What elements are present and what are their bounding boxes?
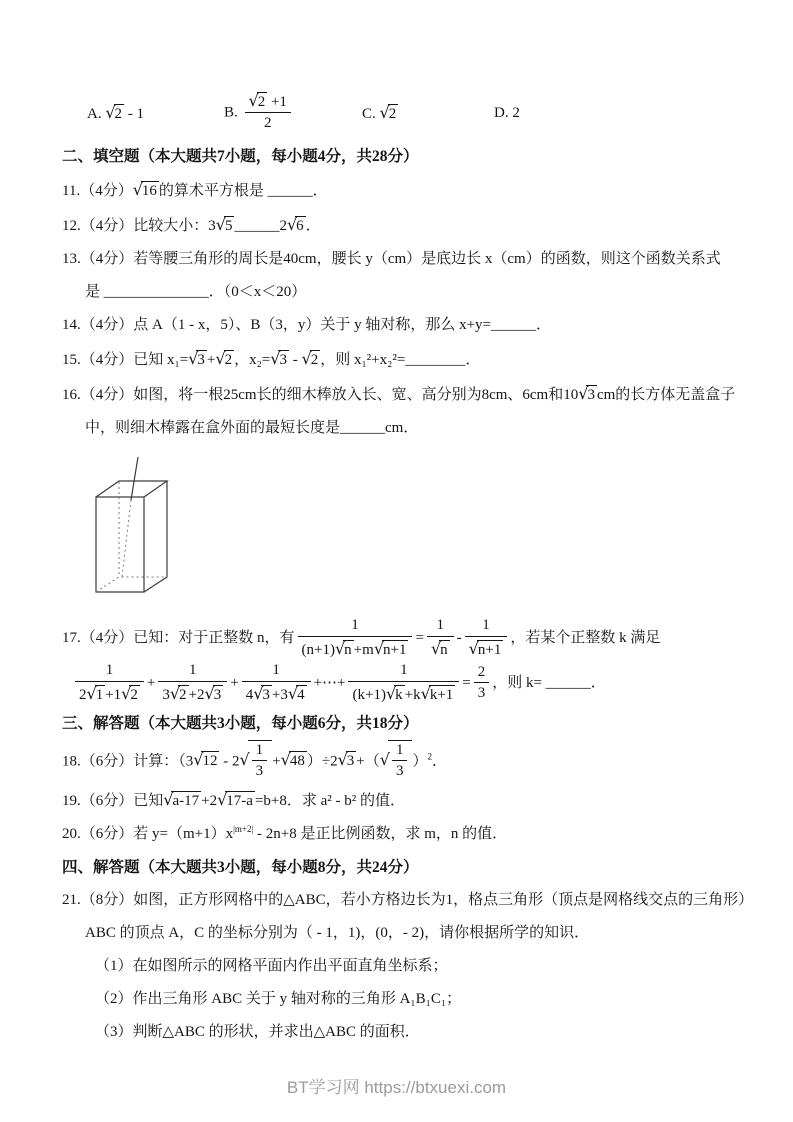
- question-14: [62, 309, 747, 342]
- answer-blank: ______: [267, 183, 313, 199]
- text-segment: ．: [431, 753, 447, 770]
- text-segment: ．: [536, 317, 552, 333]
- radical-sign: √: [204, 683, 215, 703]
- radical-sign: √: [578, 384, 589, 403]
- fraction: [474, 663, 490, 705]
- question-13-line-1: 13.（4分）若等腰三角形的周长是40cm，腰长 y（cm）是底边长 x（cm）的函数，则这个函数关系式: [62, 251, 721, 267]
- radicand: 2: [310, 352, 319, 368]
- sqrt-expression: [469, 637, 504, 662]
- question-17-line-2: [62, 661, 747, 706]
- site-watermark: BT学习网 https://btxuexi.com: [286, 1078, 507, 1097]
- text-segment: +: [230, 675, 239, 692]
- text-segment: +2: [201, 792, 218, 809]
- fraction: [252, 741, 268, 783]
- question-21-line-2: ABC 的顶点 A，C 的坐标分别为（ - 1，1)，(0，- 2)，请你根据所学的知识．: [85, 924, 590, 941]
- text-segment: +: [272, 753, 281, 770]
- sqrt-expression: [380, 740, 413, 783]
- sqrt-expression: [380, 103, 399, 124]
- text-segment: =: [415, 630, 424, 647]
- numerator: [245, 91, 291, 113]
- text-segment: 17.（4分）已知：对于正整数 n，有: [62, 630, 295, 647]
- text-segment: 19.（6分）已知: [62, 792, 164, 809]
- option-c-label: C.: [362, 105, 380, 122]
- option-c: [362, 103, 494, 124]
- text-segment: ，则 x₁²+x₂²=: [320, 352, 406, 368]
- text-segment: +k: [404, 686, 421, 703]
- fraction: [465, 616, 508, 661]
- fraction: [392, 741, 408, 783]
- sqrt-expression: [121, 682, 140, 707]
- answer-blank: ________: [405, 352, 466, 368]
- fraction: [298, 616, 413, 661]
- text-segment: 18.（6分）计算：（3: [62, 753, 194, 770]
- denominator: 3: [252, 760, 268, 783]
- radical-sign: √: [248, 90, 259, 110]
- radical-sign: √: [468, 638, 479, 658]
- radical-sign: √: [105, 102, 116, 122]
- radicand: 2: [257, 93, 266, 110]
- radicand: 2: [114, 105, 123, 122]
- radical-sign: √: [334, 638, 346, 658]
- text-segment: 14.（4分）点 A（1 - x，5）、B（3，y）关于 y 轴对称，那么 x+y=: [62, 317, 492, 333]
- question-18: [62, 740, 747, 783]
- fraction: [242, 661, 311, 706]
- option-a-label: A.: [87, 105, 106, 122]
- answer-blank: ______: [491, 317, 537, 333]
- sqrt-expression: [270, 342, 289, 377]
- sqrt-expression: [188, 342, 207, 377]
- radicand: n: [344, 641, 352, 658]
- radicand: a-17: [172, 792, 200, 809]
- option-a: [87, 103, 224, 124]
- paper-content: [62, 86, 754, 1049]
- answer-blank: ______: [234, 218, 280, 234]
- radicand: 2: [179, 686, 187, 703]
- numerator: 1: [105, 662, 114, 679]
- question-15: [62, 342, 747, 377]
- option-a-tail: - 1: [127, 105, 145, 122]
- radical-sign: √: [301, 349, 312, 368]
- text-segment: 16.（4分）如图，将一根25cm长的细木棒放入长、宽、高分别为8cm、6cm和10: [62, 387, 579, 403]
- text-segment: - 2n+8 是正比例函数，求 m，n 的值．: [253, 825, 508, 842]
- question-21-item-1: （1）在如图所示的网格平面内作出平面直角坐标系；: [95, 957, 448, 974]
- question-16-line-1: [62, 377, 747, 412]
- fraction: [245, 91, 291, 135]
- denominator: [465, 636, 508, 662]
- text-segment: ，若某个正整数 k 满足: [510, 630, 661, 647]
- text-segment: (n+1): [301, 641, 335, 658]
- radical-sign: √: [121, 683, 132, 703]
- radical-sign: √: [132, 180, 143, 199]
- denominator: 2: [245, 112, 291, 135]
- denominator: 3: [474, 682, 490, 705]
- numerator: 1: [395, 741, 404, 758]
- box-figure: [86, 451, 747, 608]
- radicand: [388, 740, 413, 783]
- answer-options-row: [62, 86, 747, 140]
- radical-sign: √: [337, 750, 348, 770]
- text-segment: -: [288, 352, 302, 368]
- option-b-label: B.: [224, 104, 242, 121]
- text-segment: 3: [162, 686, 170, 703]
- radical-sign: √: [379, 102, 390, 122]
- sqrt-expression: [288, 682, 307, 707]
- radicand: 4: [297, 686, 305, 703]
- text-segment: ．: [305, 218, 321, 234]
- text-segment: 2: [79, 686, 87, 703]
- radicand: 12: [202, 753, 218, 770]
- text-segment: 15.（4分）已知 x₁=: [62, 352, 189, 368]
- sqrt-expression: [578, 377, 597, 412]
- radicand: 1: [95, 686, 104, 703]
- radicand: 3: [279, 352, 287, 368]
- denominator: [242, 681, 311, 707]
- numerator: 1: [272, 662, 280, 679]
- question-20: [62, 818, 747, 851]
- sqrt-expression: [335, 637, 354, 662]
- radicand: 16: [141, 183, 157, 199]
- numerator-tail: +1: [267, 93, 287, 110]
- sqrt-expression: [281, 743, 307, 778]
- radicand: 2: [388, 105, 397, 122]
- sqrt-expression: [301, 342, 320, 377]
- numerator: 2: [477, 663, 486, 680]
- text-segment: +: [146, 675, 156, 692]
- sqrt-expression: [205, 682, 224, 707]
- radicand: 3: [213, 686, 222, 703]
- radical-sign: √: [287, 683, 299, 703]
- sqrt-expression: [239, 740, 272, 783]
- radicand: 48: [289, 753, 305, 770]
- radical-sign: √: [373, 638, 385, 658]
- radical-sign: √: [270, 349, 281, 368]
- radicand: n: [440, 641, 448, 658]
- exponent: |m+2|: [233, 823, 254, 834]
- numerator: 1: [255, 741, 264, 758]
- numerator: 1: [436, 617, 445, 633]
- sqrt-expression: [249, 91, 268, 113]
- sqrt-expression: [170, 682, 189, 707]
- numerator: 1: [400, 662, 408, 679]
- text-segment: ．: [465, 352, 481, 368]
- radicand: n+1: [477, 641, 502, 658]
- question-21-item-2: （2）作出三角形 ABC 关于 y 轴对称的三角形 A₁B₁C₁；: [95, 990, 462, 1007]
- radical-sign: √: [430, 638, 442, 658]
- radicand: [248, 740, 273, 783]
- text-segment: =b+8．求 a² - b² 的值．: [254, 792, 406, 809]
- text-segment: +3: [271, 686, 288, 703]
- section-2-heading: 二、填空题（本大题共7小题，每小题4分，共28分）: [62, 148, 419, 165]
- option-d: [494, 105, 520, 122]
- sqrt-expression: [253, 682, 272, 707]
- radical-sign: √: [286, 215, 298, 234]
- fraction: [158, 661, 227, 706]
- text-segment: ）÷2: [306, 753, 338, 770]
- text-segment: +2: [188, 686, 205, 703]
- question-16-line-2: 中，则细木棒露在盒外面的最短长度是______cm．: [85, 420, 419, 436]
- radicand: 3: [587, 387, 595, 403]
- sqrt-expression: [217, 783, 255, 818]
- radical-sign: √: [385, 683, 397, 703]
- text-segment: 4: [245, 686, 254, 703]
- text-segment: 20.（6分）若 y=（m+1）x: [62, 825, 234, 842]
- text-segment: - 2: [219, 753, 240, 770]
- question-21-line-1: 21.（8分）如图，正方形网格中的△ABC，若小方格边长为1，格点三角形（顶点是网格线交点的三角形）: [62, 891, 754, 908]
- sqrt-expression: [163, 783, 201, 818]
- question-13-line-2: 是 ______________．（0＜x＜20）: [85, 284, 307, 300]
- radical-sign: √: [217, 789, 228, 809]
- sqrt-expression: [193, 743, 219, 778]
- text-segment: 12.（4分）比较大小：3: [62, 218, 216, 234]
- text-segment: 11.（4分）: [62, 183, 133, 199]
- text-segment: ，x₂=: [234, 352, 271, 368]
- sqrt-expression: [133, 173, 159, 208]
- text-segment: =: [462, 675, 471, 692]
- radical-sign: √: [188, 349, 199, 368]
- open-box-with-stick-illustration: [86, 451, 206, 603]
- denominator: [427, 636, 454, 662]
- radical-sign: √: [193, 750, 204, 770]
- text-segment: (k+1): [352, 686, 386, 703]
- fraction: [348, 661, 459, 706]
- radicand: 2: [224, 352, 233, 368]
- text-segment: ，则 k= ______．: [492, 675, 606, 692]
- radicand: 3: [346, 753, 355, 770]
- radical-sign: √: [86, 683, 97, 703]
- text-segment: +1: [105, 686, 122, 703]
- option-b: [224, 91, 362, 135]
- radicand: 17-a: [226, 792, 253, 809]
- radicand: 2: [130, 686, 138, 703]
- radicand: k+1: [429, 686, 454, 703]
- radical-sign: √: [420, 683, 431, 703]
- radicand: 3: [262, 686, 270, 703]
- numerator: 1: [482, 617, 490, 633]
- denominator: [158, 681, 227, 707]
- text-segment: 的算术平方根是: [158, 183, 268, 199]
- sqrt-expression: [374, 637, 409, 662]
- radical-sign: √: [280, 750, 291, 770]
- denominator: [348, 681, 459, 707]
- radical-sign: √: [215, 349, 226, 368]
- fraction: [75, 661, 144, 706]
- denominator: [298, 636, 413, 662]
- text-segment: 2: [279, 218, 287, 234]
- question-19: [62, 783, 747, 818]
- option-d-value: 2: [512, 104, 520, 121]
- section-3-heading: 三、解答题（本大题共3小题，每小题6分，共18分）: [62, 714, 419, 732]
- fraction: [427, 616, 454, 661]
- radical-sign: √: [239, 750, 250, 770]
- text-segment: +: [206, 352, 216, 368]
- radicand: k: [395, 686, 403, 703]
- question-17-line-1: [62, 616, 747, 661]
- sqrt-expression: [87, 682, 106, 707]
- sqrt-expression: [421, 682, 456, 707]
- sqrt-expression: [338, 743, 357, 778]
- text-segment: ．: [312, 183, 328, 199]
- radicand: 3: [197, 352, 205, 368]
- question-12: [62, 208, 747, 243]
- option-d-label: D.: [494, 104, 513, 121]
- sqrt-expression: [386, 682, 405, 707]
- radical-sign: √: [163, 789, 174, 809]
- radical-sign: √: [379, 750, 390, 770]
- numerator: 1: [189, 662, 197, 679]
- radical-sign: √: [169, 683, 181, 703]
- question-21-item-3: （3）判断△ABC 的形状，并求出△ABC 的面积．: [95, 1023, 420, 1040]
- text-segment: +⋯+: [313, 675, 346, 692]
- radical-sign: √: [253, 683, 264, 703]
- denominator: [75, 681, 144, 707]
- sqrt-expression: [105, 103, 124, 124]
- text-segment: +（: [356, 753, 380, 770]
- text-segment: ）: [412, 753, 428, 770]
- exponent: 2: [427, 751, 432, 762]
- sqrt-expression: [287, 208, 306, 243]
- sqrt-expression: [431, 637, 450, 662]
- section-4-heading: 四、解答题（本大题共3小题，每小题8分，共24分）: [62, 858, 419, 876]
- radicand: n+1: [383, 641, 407, 658]
- sqrt-expression: [216, 208, 235, 243]
- text-segment: cm的长方体无盖盒子: [596, 387, 736, 403]
- text-segment: +m: [353, 641, 374, 658]
- radical-sign: √: [215, 215, 226, 234]
- text-segment: -: [456, 630, 462, 647]
- numerator: 1: [351, 617, 359, 633]
- denominator: 3: [392, 760, 408, 783]
- question-11: [62, 173, 747, 208]
- radicand: 5: [224, 218, 233, 234]
- radicand: 6: [296, 218, 304, 234]
- sqrt-expression: [215, 342, 234, 377]
